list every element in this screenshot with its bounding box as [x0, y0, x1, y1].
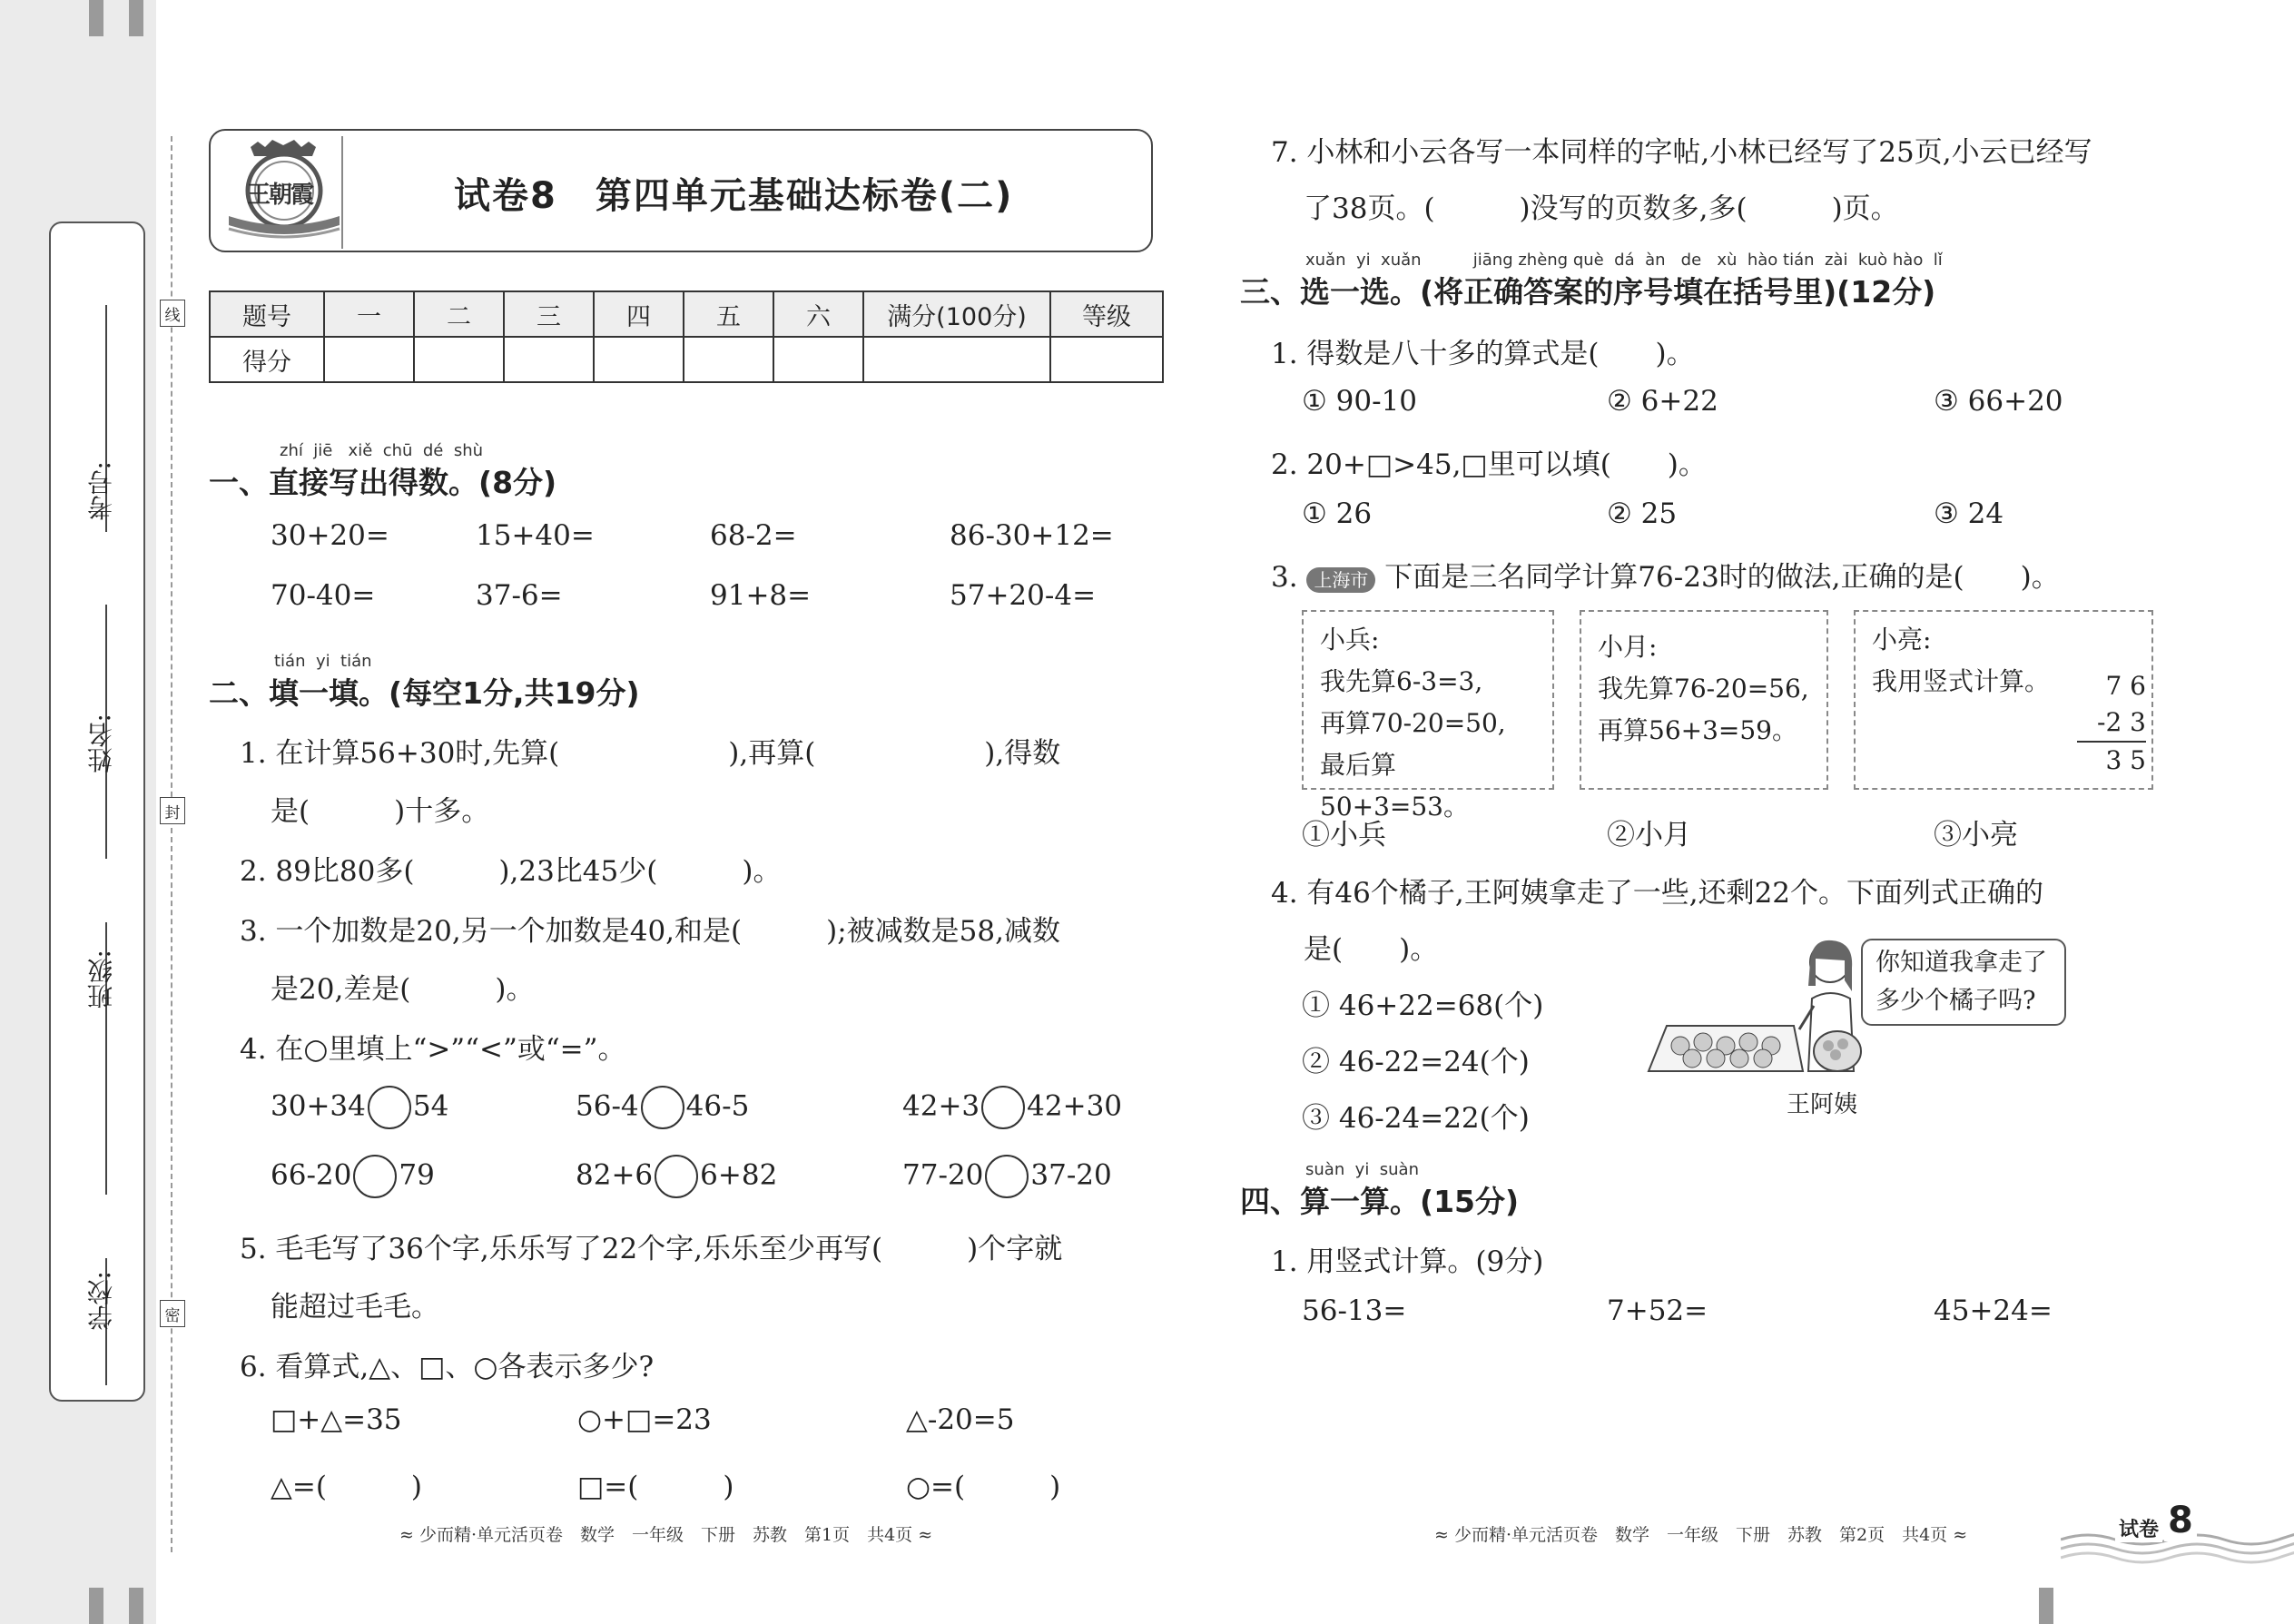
score-cell[interactable] — [324, 337, 414, 382]
aunt-wang-illustration — [1639, 935, 1876, 1089]
compare-left: 66-20 — [271, 1158, 352, 1192]
option[interactable]: ① 26 — [1302, 497, 1373, 530]
cut-mark-secret: 密 — [160, 1300, 185, 1327]
question-3-1: 1. 得数是八十多的算式是( )。 — [1271, 338, 1695, 370]
calc-item: 37-6= — [476, 579, 563, 612]
method-line: 小亮: — [1872, 625, 1932, 655]
section2-pinyin: tián yi tián — [274, 652, 372, 671]
compare-item — [271, 1155, 435, 1198]
question-2-2: 2. 89比80多( ),23比45少( )。 — [240, 855, 782, 888]
compare-item — [576, 1155, 777, 1198]
question-2-1: 1. 在计算56+30时,先算( ),再算( ),得数 — [240, 737, 1061, 770]
table-header-cell: 二 — [414, 291, 504, 337]
question-2-1-cont: 是( )十多。 — [271, 795, 490, 828]
compare-circle-input[interactable] — [981, 1086, 1025, 1129]
score-cell[interactable] — [414, 337, 504, 382]
title-divider — [341, 136, 343, 249]
compare-circle-input[interactable] — [368, 1086, 411, 1129]
question-3-4: 4. 有46个橘子,王阿姨拿走了一些,还剩22个。下面列式正确的 — [1271, 877, 2044, 910]
score-entry-row — [210, 337, 1163, 382]
section1-title: 一、直接写出得数。(8分) — [209, 465, 557, 500]
school-label: 学校: — [86, 1271, 116, 1331]
option[interactable]: ③小亮 — [1934, 819, 2018, 851]
question-4-1: 1. 用竖式计算。(9分) — [1271, 1245, 1544, 1278]
cut-mark-line: 线 — [160, 300, 185, 327]
section3-pinyin: xuǎn yi xuǎn jiāng zhèng què dá àn de xù hào tián zài kuò hào lǐ — [1305, 251, 1943, 270]
table-header-cell: 题号 — [210, 291, 324, 337]
compare-item — [271, 1086, 448, 1129]
option[interactable]: ② 6+22 — [1607, 385, 1718, 418]
vertical-line: 7 6 — [2105, 671, 2146, 701]
calc-item: 57+20-4= — [950, 579, 1097, 612]
score-cell[interactable] — [773, 337, 863, 382]
logo-text: 王朝霞 — [247, 182, 313, 209]
option[interactable]: ① 46+22=68(个) — [1302, 989, 1544, 1022]
question-2-3-cont: 是20,差是( )。 — [271, 973, 535, 1006]
method-line: 再算56+3=59。 — [1598, 715, 1797, 745]
calc-item: 7+52= — [1607, 1294, 1708, 1327]
speech-bubble — [1861, 939, 2066, 1026]
vertical-line: 3 5 — [2105, 745, 2146, 775]
compare-item — [576, 1086, 749, 1129]
class-label: 班级: — [86, 950, 116, 1009]
compare-circle-input[interactable] — [985, 1155, 1029, 1198]
table-header-cell: 四 — [594, 291, 684, 337]
calc-item: 68-2= — [710, 519, 797, 552]
score-header-row — [210, 291, 1163, 337]
exam-number-label: 考号: — [86, 461, 116, 521]
option[interactable]: ③ 24 — [1934, 497, 2004, 530]
section4-pinyin: suàn yi suàn — [1305, 1160, 1419, 1179]
page-title: 试卷8 第四单元基础达标卷(二) — [454, 175, 1014, 217]
illustration-caption: 王阿姨 — [1787, 1091, 1858, 1118]
question-3-4-cont: 是( )。 — [1304, 933, 1439, 966]
compare-left: 77-20 — [902, 1158, 984, 1192]
vertical-line: -2 3 — [2097, 707, 2146, 737]
answer-blank[interactable]: ○=( ) — [906, 1471, 1061, 1503]
method-box-xiaobing — [1302, 610, 1554, 822]
compare-right: 46-5 — [685, 1089, 750, 1123]
score-cell[interactable] — [504, 337, 594, 382]
bubble-line: 多少个橘子吗? — [1876, 987, 2036, 1015]
compare-left: 56-4 — [576, 1089, 639, 1123]
section3-title: 三、选一选。(将正确答案的序号填在括号里)(12分) — [1240, 274, 1936, 310]
question-2-5: 5. 毛毛写了36个字,乐乐写了22个字,乐乐至少再写( )个字就 — [240, 1233, 1063, 1265]
region-tag: 上海市 — [1306, 567, 1375, 593]
corner-mark — [89, 1588, 103, 1624]
table-header-cell: 五 — [684, 291, 773, 337]
compare-circle-input[interactable] — [655, 1155, 698, 1198]
compare-right: 37-20 — [1030, 1158, 1112, 1192]
compare-circle-input[interactable] — [641, 1086, 684, 1129]
vertical-calc — [2037, 668, 2146, 779]
answer-blank[interactable]: □=( ) — [577, 1471, 734, 1503]
method-box-xiaoyue — [1580, 610, 1828, 790]
footer-left: ≈ 少而精·单元活页卷 数学 一年级 下册 苏教 第1页 共4页 ≈ — [399, 1525, 933, 1545]
section2-title: 二、填一填。(每空1分,共19分) — [209, 675, 640, 711]
question-2-3: 3. 一个加数是20,另一个加数是40,和是( );被减数是58,减数 — [240, 915, 1060, 948]
equation: □+△=35 — [271, 1403, 402, 1436]
calc-item: 91+8= — [710, 579, 812, 612]
option[interactable]: ②小月 — [1607, 819, 1691, 851]
corner-mark — [129, 1588, 143, 1624]
question-text: 下面是三名同学计算76-23时的做法,正确的是( )。 — [1384, 561, 2060, 594]
option[interactable]: ③ 66+20 — [1934, 385, 2063, 418]
table-header-cell: 等级 — [1050, 291, 1163, 337]
compare-left: 42+3 — [902, 1089, 980, 1123]
compare-right: 79 — [399, 1158, 435, 1192]
question-2-5-cont: 能超过毛毛。 — [271, 1291, 439, 1324]
question-2-7-cont: 了38页。( )没写的页数多,多( )页。 — [1304, 192, 1899, 225]
corner-mark — [2039, 1588, 2053, 1624]
compare-right: 42+30 — [1027, 1089, 1123, 1123]
calc-item: 30+20= — [271, 519, 389, 552]
table-header-cell: 一 — [324, 291, 414, 337]
option[interactable]: ③ 46-24=22(个) — [1302, 1102, 1530, 1135]
publisher-logo — [225, 134, 343, 247]
calc-item: 45+24= — [1934, 1294, 2053, 1327]
compare-item — [902, 1155, 1112, 1198]
name-label: 姓名: — [86, 714, 116, 773]
score-cell[interactable] — [1050, 337, 1163, 382]
option[interactable]: ① 90-10 — [1302, 385, 1418, 418]
section4-title: 四、算一算。(15分) — [1240, 1184, 1520, 1219]
table-header-cell: 满分(100分) — [863, 291, 1050, 337]
question-2-7: 7. 小林和小云各写一本同样的字帖,小林已经写了25页,小云已经写 — [1271, 136, 2092, 169]
table-row-label: 得分 — [210, 337, 324, 382]
answer-blank[interactable]: △=( ) — [271, 1471, 423, 1503]
badge-label: 试卷 — [2115, 1514, 2162, 1542]
bubble-line: 你知道我拿走了 — [1876, 949, 2047, 977]
question-2-6: 6. 看算式,△、□、○各表示多少? — [240, 1351, 655, 1383]
calc-item: 15+40= — [476, 519, 595, 552]
method-line: 小月: — [1598, 632, 1658, 662]
option[interactable]: ①小兵 — [1302, 819, 1386, 851]
table-header-cell: 六 — [773, 291, 863, 337]
calc-item: 86-30+12= — [950, 519, 1114, 552]
question-number: 3. — [1271, 561, 1298, 594]
score-table — [209, 290, 1164, 383]
method-line: 我先算76-20=56, — [1598, 674, 1809, 704]
calc-item: 70-40= — [271, 579, 376, 612]
equation: △-20=5 — [906, 1403, 1015, 1436]
section1-pinyin: zhí jiē xiě chū dé shù — [280, 441, 484, 460]
cut-mark-seal: 封 — [160, 797, 185, 824]
calc-item: 56-13= — [1302, 1294, 1407, 1327]
method-line: 我用竖式计算。 — [1872, 666, 2051, 696]
compare-circle-input[interactable] — [353, 1155, 397, 1198]
question-3-3 — [1271, 554, 2060, 595]
compare-left: 30+34 — [271, 1089, 366, 1123]
method-line: 最后算50+3=53。 — [1320, 750, 1469, 822]
corner-mark — [129, 0, 143, 36]
score-cell[interactable] — [594, 337, 684, 382]
compare-item — [902, 1086, 1122, 1129]
option[interactable]: ② 25 — [1607, 497, 1678, 530]
compare-right: 6+82 — [700, 1158, 778, 1192]
question-2-4: 4. 在○里填上“>”“<”或“=”。 — [240, 1033, 626, 1066]
method-line: 小兵: — [1320, 625, 1380, 655]
badge-number: 8 — [2164, 1500, 2197, 1541]
score-cell[interactable] — [684, 337, 773, 382]
score-cell[interactable] — [863, 337, 1050, 382]
student-info-panel — [49, 221, 145, 1402]
question-3-2: 2. 20+□>45,□里可以填( )。 — [1271, 448, 1707, 481]
method-line: 再算70-20=50, — [1320, 708, 1506, 738]
compare-left: 82+6 — [576, 1158, 654, 1192]
compare-right: 54 — [412, 1089, 449, 1123]
cut-line — [171, 136, 172, 1552]
corner-mark — [89, 0, 103, 36]
option[interactable]: ② 46-22=24(个) — [1302, 1046, 1530, 1078]
table-header-cell: 三 — [504, 291, 594, 337]
equation: ○+□=23 — [577, 1403, 712, 1436]
method-line: 我先算6-3=3, — [1320, 666, 1483, 696]
footer-right: ≈ 少而精·单元活页卷 数学 一年级 下册 苏教 第2页 共4页 ≈ — [1434, 1525, 1968, 1545]
